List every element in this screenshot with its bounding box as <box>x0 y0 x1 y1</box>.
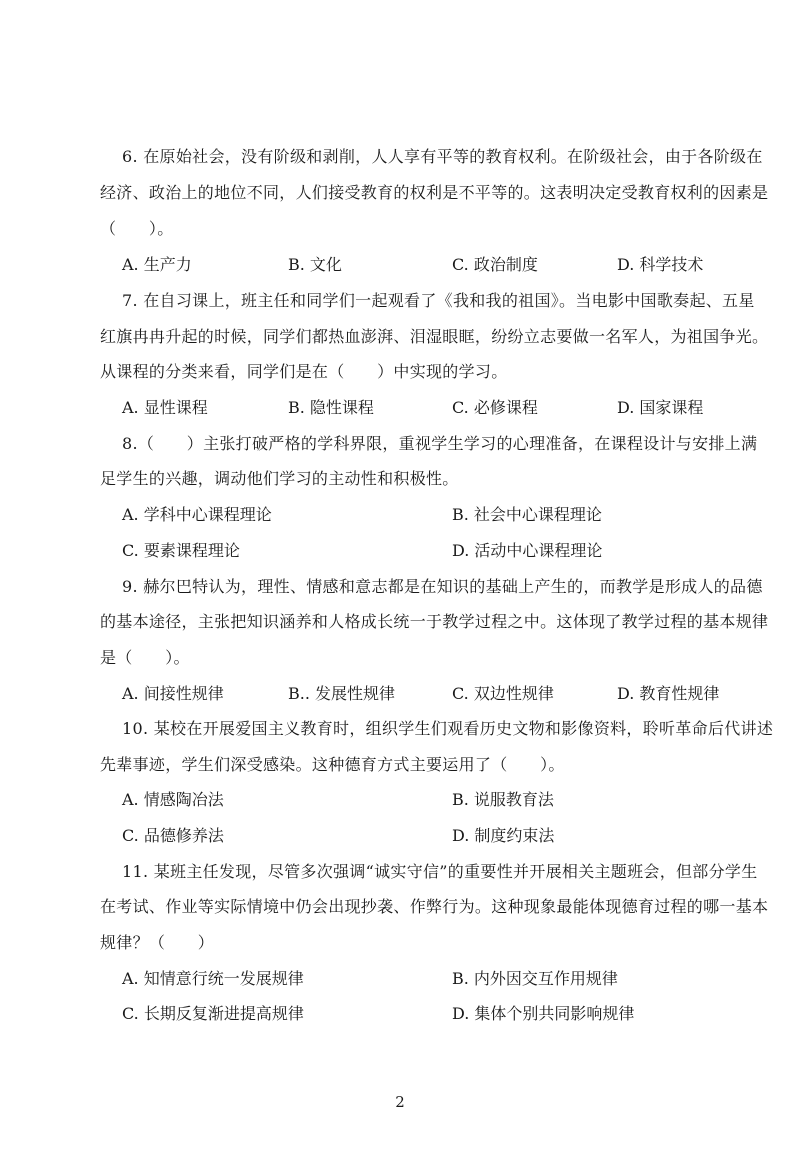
option-c: C. 品德修养法 <box>122 826 224 845</box>
question-line: 的基本途径，主张把知识涵养和人格成长统一于教学过程之中。这体现了教学过程的基本规律 <box>100 612 769 631</box>
option-a: A. 学科中心课程理论 <box>122 505 272 524</box>
option-b: B. 社会中心课程理论 <box>452 505 602 524</box>
option-d: D. 国家课程 <box>617 398 704 417</box>
option-d: D. 科学技术 <box>617 255 704 274</box>
option-c: C. 长期反复渐进提高规律 <box>122 1004 304 1023</box>
option-a: A. 间接性规律 <box>122 684 224 703</box>
option-d: D. 制度约束法 <box>452 826 555 845</box>
option-c: C. 政治制度 <box>452 255 538 274</box>
option-a: A. 生产力 <box>122 255 192 274</box>
option-b: B. 文化 <box>288 255 342 274</box>
question-line: 规律？（ ） <box>100 933 215 952</box>
question-line: 在考试、作业等实际情境中仍会出现抄袭、作弊行为。这种现象最能体现德育过程的哪一基本 <box>100 897 769 916</box>
option-b: B. 说服教育法 <box>452 790 554 809</box>
option-d: D. 集体个别共同影响规律 <box>452 1004 635 1023</box>
option-b: B.. 发展性规律 <box>288 684 396 703</box>
option-c: C. 必修课程 <box>452 398 538 417</box>
question-line: 6. 在原始社会，没有阶级和剥削，人人享有平等的教育权利。在阶级社会，由于各阶级在 <box>122 147 763 166</box>
option-c: C. 双边性规律 <box>452 684 554 703</box>
question-line: 11. 某班主任发现，尽管多次强调“诚实守信”的重要性并开展相关主题班会，但部分学生 <box>122 862 758 881</box>
question-line: 是（ ）。 <box>100 648 190 667</box>
option-b: B. 隐性课程 <box>288 398 374 417</box>
question-line: 从课程的分类来看，同学们是在（ ）中实现的学习。 <box>100 362 508 381</box>
question-line: 9. 赫尔巴特认为，理性、情感和意志都是在知识的基础上产生的，而教学是形成人的品德 <box>122 577 763 596</box>
question-line: 足学生的兴趣，调动他们学习的主动性和积极性。 <box>100 469 459 488</box>
option-d: D. 活动中心课程理论 <box>452 541 603 560</box>
option-a: A. 知情意行统一发展规律 <box>122 969 304 988</box>
option-a: A. 显性课程 <box>122 398 208 417</box>
option-a: A. 情感陶冶法 <box>122 790 224 809</box>
option-c: C. 要素课程理论 <box>122 541 240 560</box>
question-line: 7. 在自习课上，班主任和同学们一起观看了《我和我的祖国》。当电影中国歌奏起、五星 <box>122 291 755 310</box>
question-line: 8.（ ）主张打破严格的学科界限，重视学生学习的心理准备，在课程设计与安排上满 <box>122 434 758 453</box>
question-line: 红旗冉冉升起的时候，同学们都热血澎湃、泪湿眼眶，纷纷立志要做一名军人，为祖国争光。 <box>100 327 769 346</box>
question-line: 10. 某校在开展爱国主义教育时，组织学生们观看历史文物和影像资料，聆听革命后代讲述 <box>122 719 774 738</box>
question-line: 先辈事迹，学生们深受感染。这种德育方式主要运用了（ ）。 <box>100 755 565 774</box>
question-line: 经济、政治上的地位不同，人们接受教育的权利是不平等的。这表明决定受教育权利的因素是 <box>100 183 769 202</box>
page-number: 2 <box>395 1093 405 1111</box>
question-line: （ ）。 <box>100 219 174 238</box>
option-b: B. 内外因交互作用规律 <box>452 969 618 988</box>
option-d: D. 教育性规律 <box>617 684 720 703</box>
